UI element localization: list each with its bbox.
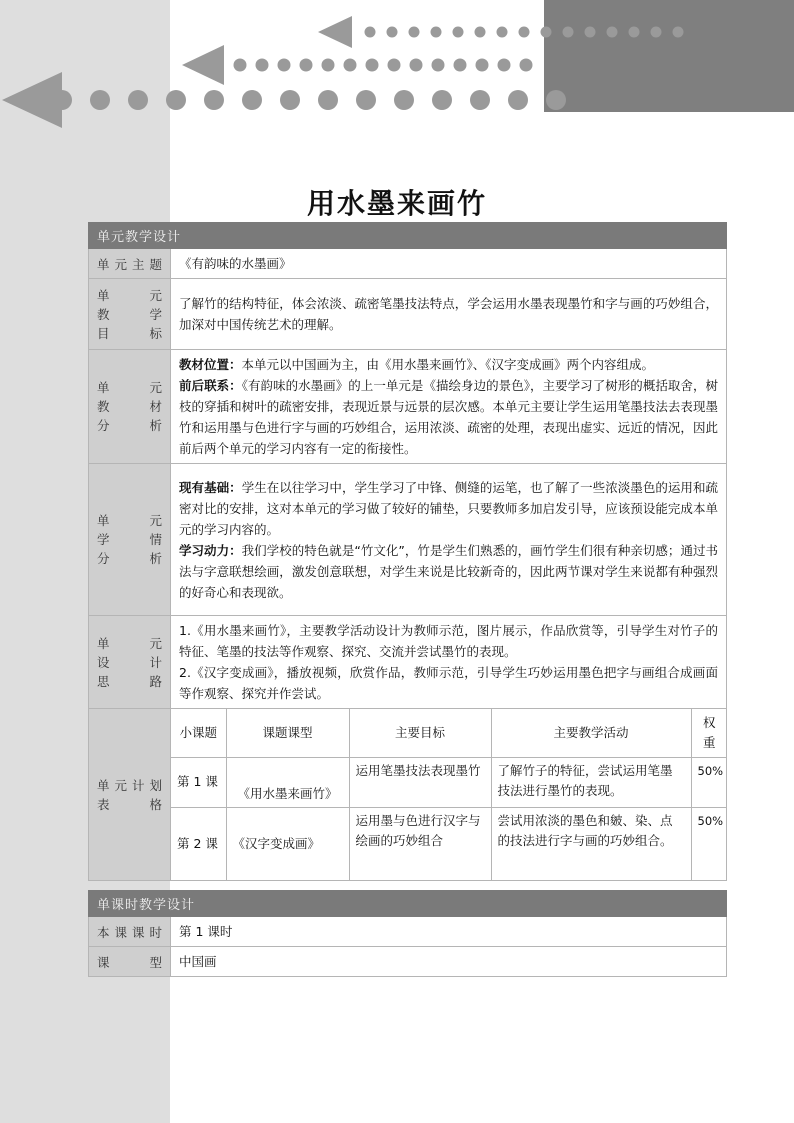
unit-design-text <box>171 616 727 709</box>
label-line: 单 元 <box>97 635 162 651</box>
lesson-design-table <box>88 890 727 977</box>
material-position-heading: 教材位置： <box>179 357 242 372</box>
dot-shape <box>453 27 464 38</box>
plan-header-weight: 权重 <box>691 709 727 757</box>
dot-shape <box>366 59 379 72</box>
label-line: 单 元 <box>97 287 162 303</box>
dot-shape <box>356 90 376 110</box>
plan-header-row <box>171 709 727 757</box>
table-row <box>171 807 727 880</box>
label-line: 分 析 <box>97 418 162 433</box>
unit-goal-text: 了解竹的结构特征，体会浓淡、疏密笔墨技法特点，学会运用水墨表现墨竹和字与画的巧妙组合，加深对中国传统艺术的理解。 <box>171 279 727 350</box>
dot-shape <box>256 59 269 72</box>
dot-shape <box>476 59 489 72</box>
label-line: 单 元 <box>97 513 162 528</box>
plan-cell-lesson: 第 2 课 <box>171 807 226 880</box>
plan-cell-goal: 运用笔墨技法表现墨竹 <box>349 757 491 807</box>
unit-plan-label <box>89 709 171 881</box>
lesson-type-row <box>89 947 727 977</box>
learner-basis-heading: 现有基础： <box>179 479 242 495</box>
lesson-hours-value: 第 1 课时 <box>171 917 727 947</box>
dot-shape <box>242 90 262 110</box>
design-item-1: 1.《用水墨来画竹》，主要教学活动设计为教师示范，图片展示，作品欣赏等，引导学生对竹子的特征、笔墨的技法等作观察、探究、交流并尝试墨竹的表现。 <box>179 623 719 659</box>
dot-shape <box>128 90 148 110</box>
unit-theme-label <box>89 249 171 279</box>
label-line: 教 材 <box>97 399 162 414</box>
dot-shape <box>497 27 508 38</box>
dot-shape <box>300 59 313 72</box>
plan-cell-type: 《用水墨来画竹》 <box>226 757 349 807</box>
dot-shape <box>166 90 186 110</box>
dot-shape <box>387 27 398 38</box>
arrow-dots-decoration <box>0 0 794 130</box>
page-title: 用水墨来画竹 <box>306 187 487 220</box>
unit-plan-table <box>171 709 727 880</box>
label-line: 学 情 <box>97 532 162 547</box>
unit-theme-row <box>89 249 727 279</box>
dot-shape <box>394 90 414 110</box>
dot-shape <box>629 27 640 38</box>
dot-shape <box>280 90 300 110</box>
dot-shape <box>365 27 376 38</box>
label-line: 教 学 <box>97 306 162 322</box>
design-item-2: 2.《汉字变成画》，播放视频，欣赏作品，教师示范，引导学生巧妙运用墨色把字与画组合成画面等作观察、探究并作尝试。 <box>179 665 719 701</box>
label-text: 课 型 <box>97 954 162 970</box>
label-line: 单 元 计 划 <box>97 777 162 793</box>
plan-cell-activity: 了解竹子的特征，尝试运用笔墨技法进行墨竹的表现。 <box>491 757 691 807</box>
unit-plan-row <box>89 709 727 881</box>
material-context-heading: 前后联系： <box>179 378 242 393</box>
label-line: 分 析 <box>97 551 162 566</box>
lesson-type-value: 中国画 <box>171 947 727 977</box>
plan-header-goal: 主要目标 <box>349 709 491 757</box>
dot-shape <box>432 90 452 110</box>
dot-shape <box>470 90 490 110</box>
dot-shape <box>410 59 423 72</box>
dot-shape <box>431 27 442 38</box>
dot-shape <box>90 90 110 110</box>
unit-learner-text <box>171 464 727 616</box>
unit-design-label <box>89 616 171 709</box>
learner-motivation-heading: 学习动力： <box>179 542 242 558</box>
unit-plan-cell <box>171 709 727 881</box>
unit-section-header: 单元教学设计 <box>89 223 727 249</box>
unit-learner-label <box>89 464 171 616</box>
dot-shape <box>409 27 420 38</box>
dot-shape <box>508 90 528 110</box>
dot-shape <box>318 90 338 110</box>
arrow-shape <box>318 16 352 48</box>
table-row <box>171 757 727 807</box>
dot-shape <box>234 59 247 72</box>
dot-shape <box>673 27 684 38</box>
unit-goal-label <box>89 279 171 350</box>
unit-design-row <box>89 616 727 709</box>
dot-shape <box>519 27 530 38</box>
label-line: 思 路 <box>97 673 162 689</box>
lesson-section-header: 单课时教学设计 <box>89 891 727 917</box>
lesson-hours-label <box>89 917 171 947</box>
dot-shape <box>322 59 335 72</box>
dot-shape <box>52 90 72 110</box>
unit-learner-row <box>89 464 727 616</box>
unit-material-label <box>89 350 171 464</box>
dot-shape <box>344 59 357 72</box>
dot-shape <box>546 90 566 110</box>
lesson-hours-row <box>89 917 727 947</box>
unit-design-table <box>88 222 727 881</box>
plan-header-activity: 主要教学活动 <box>491 709 691 757</box>
unit-theme-label-text: 单 元 主 题 <box>97 256 162 272</box>
dot-shape <box>541 27 552 38</box>
label-line: 目 标 <box>97 325 162 341</box>
plan-cell-goal: 运用墨与色进行汉字与绘画的巧妙组合 <box>349 807 491 880</box>
dot-shape <box>651 27 662 38</box>
label-line: 设 计 <box>97 654 162 670</box>
learner-motivation-text: 我们学校的特色就是“竹文化”，竹是学生们熟悉的，画竹学生们很有种亲切感；通过书法与字意联想绘画，激发创意联想，对学生来说是比较新奇的，因此两节课对学生来说都有种强烈的好奇心和表现欲。 <box>179 542 719 600</box>
plan-cell-weight: 50% <box>691 807 727 880</box>
unit-goal-row <box>89 279 727 350</box>
label-text: 本 课 课 时 <box>97 924 162 940</box>
learner-basis-text: 学生在以往学习中，学生学习了中锋、侧缝的运笔，也了解了一些浓淡墨色的运用和疏密对比的安排，这对本单元的学习做了较好的铺垫，只要教师多加启发引导，应该预设能完成本单元的学习内容的。 <box>179 479 719 537</box>
arrow-shape <box>182 45 224 85</box>
dot-shape <box>432 59 445 72</box>
dot-shape <box>607 27 618 38</box>
unit-theme-value: 《有韵味的水墨画》 <box>171 249 727 279</box>
dot-shape <box>475 27 486 38</box>
dot-shape <box>204 90 224 110</box>
lesson-type-label <box>89 947 171 977</box>
dot-shape <box>585 27 596 38</box>
plan-cell-activity: 尝试用浓淡的墨色和皴、染、点的技法进行字与画的巧妙组合。 <box>491 807 691 880</box>
unit-material-text <box>171 350 727 464</box>
plan-cell-weight: 50% <box>691 757 727 807</box>
plan-cell-type: 《汉字变成画》 <box>226 807 349 880</box>
plan-header-lesson: 小课题 <box>171 709 226 757</box>
dot-shape <box>520 59 533 72</box>
label-line: 单 元 <box>97 380 162 395</box>
dot-shape <box>278 59 291 72</box>
material-context-text: 《有韵味的水墨画》的上一单元是《描绘身边的景色》，主要学习了树形的概括取舍，树枝的穿插和树叶的疏密安排，表现近景与远景的层次感。本单元主要让学生运用笔墨技法去表现墨竹和运用墨与色进行字与画的巧妙组合，运用浓淡、疏密的处理，表现出虚实、远近的情况，因此前后两个单元的学习内容有一定的衔接性。 <box>179 378 719 456</box>
dot-shape <box>563 27 574 38</box>
unit-material-row <box>89 350 727 464</box>
plan-cell-lesson: 第 1 课 <box>171 757 226 807</box>
label-line: 表 格 <box>97 796 162 812</box>
plan-header-type: 课题课型 <box>226 709 349 757</box>
dot-shape <box>454 59 467 72</box>
dot-shape <box>498 59 511 72</box>
dot-shape <box>388 59 401 72</box>
material-position-text: 本单元以中国画为主，由《用水墨来画竹》、《汉字变成画》两个内容组成。 <box>241 357 655 372</box>
